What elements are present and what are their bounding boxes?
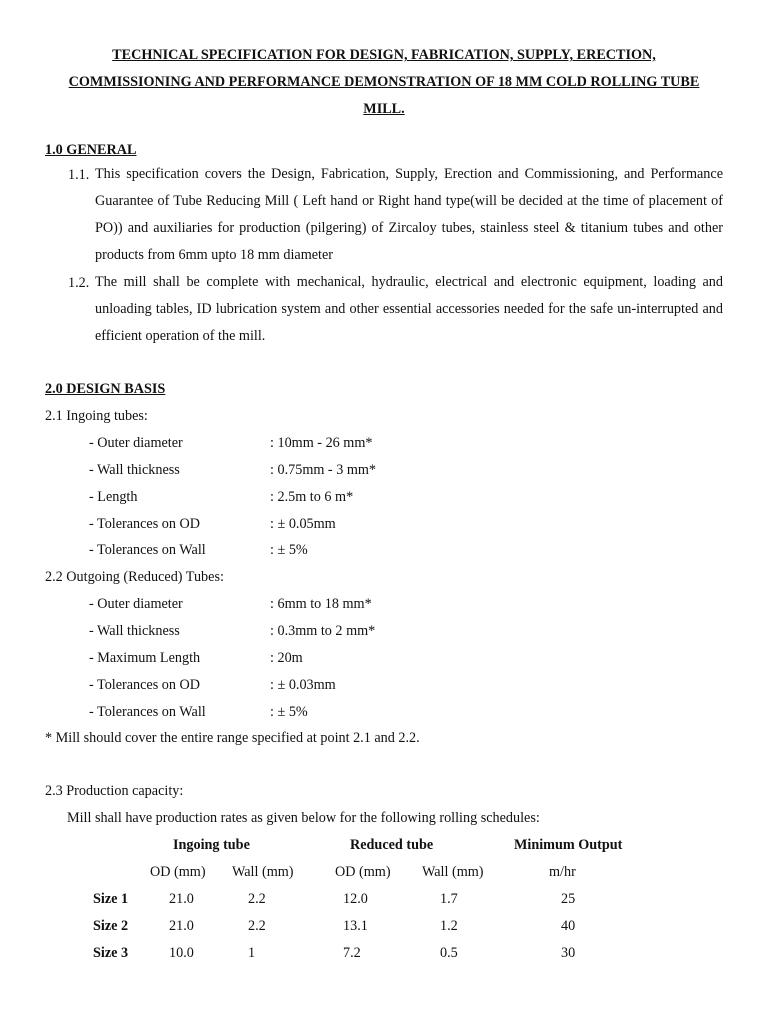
outgoing-spec-value: : 20m <box>270 650 303 666</box>
table-cell: 12.0 <box>343 891 368 907</box>
table-cell: 7.2 <box>343 945 361 961</box>
outgoing-spec-value: : 0.3mm to 2 mm* <box>270 623 376 639</box>
item-1-1-number: 1.1. <box>68 167 90 183</box>
outgoing-spec-value: : ± 5% <box>270 704 308 720</box>
production-intro: Mill shall have production rates as given below for the following rolling schedules: <box>67 810 540 826</box>
outgoing-spec-key: - Outer diameter <box>89 596 183 612</box>
ingoing-spec-value: : ± 5% <box>270 542 308 558</box>
table-cell: 30 <box>561 945 576 961</box>
range-note: * Mill should cover the entire range specified at point 2.1 and 2.2. <box>45 730 420 746</box>
section-general-heading: 1.0 GENERAL <box>45 142 137 158</box>
ingoing-spec-key: - Tolerances on Wall <box>89 542 206 558</box>
ingoing-spec-value: : 2.5m to 6 m* <box>270 489 354 505</box>
table-cell: 2.2 <box>248 918 266 934</box>
col-group-output: Minimum Output <box>514 837 623 853</box>
row-size-label: Size 3 <box>93 945 129 961</box>
table-cell: 1.2 <box>440 918 458 934</box>
table-cell: 40 <box>561 918 576 934</box>
table-cell: 25 <box>561 891 576 907</box>
table-cell: 10.0 <box>169 945 194 961</box>
col-header: OD (mm) <box>335 864 391 880</box>
outgoing-tubes-label: 2.2 Outgoing (Reduced) Tubes: <box>45 569 224 585</box>
outgoing-spec-key: - Tolerances on OD <box>89 677 201 693</box>
ingoing-spec-value: : ± 0.05mm <box>270 516 336 532</box>
col-header: OD (mm) <box>150 864 206 880</box>
ingoing-spec-value: : 10mm - 26 mm* <box>270 435 373 451</box>
item-1-2-text: The mill shall be complete with mechanical, hydraulic, electrical and electronic equipment, loading and unloading tables, ID lubrication system and other essential accessories needed for the safe un-interrupted and efficient operation of the mill. <box>95 274 723 344</box>
outgoing-spec-key: - Wall thickness <box>89 623 180 639</box>
table-cell: 0.5 <box>440 945 458 961</box>
table-cell: 2.2 <box>248 891 266 907</box>
ingoing-spec-value: : 0.75mm - 3 mm* <box>270 462 377 478</box>
outgoing-spec-key: - Tolerances on Wall <box>89 704 206 720</box>
outgoing-spec-value: : ± 0.03mm <box>270 677 336 693</box>
production-capacity-label: 2.3 Production capacity: <box>45 783 184 799</box>
col-group-reduced: Reduced tube <box>350 837 434 853</box>
outgoing-spec-value: : 6mm to 18 mm* <box>270 596 372 612</box>
table-cell: 21.0 <box>169 891 194 907</box>
row-size-label: Size 2 <box>93 918 129 934</box>
item-1-1-text: This specification covers the Design, Fabrication, Supply, Erection and Commissioning, and Performance Guarantee of Tube Reducing Mill ( Left hand or Right hand type(will be decided at the time of placement of PO)) and auxiliaries for production (pilgering) of Zircaloy tubes, stainless steel & titanium tubes and other products from 6mm upto 18 mm diameter <box>95 166 723 263</box>
ingoing-spec-key: - Wall thickness <box>89 462 180 478</box>
doc-title-line-1: TECHNICAL SPECIFICATION FOR DESIGN, FABRICATION, SUPPLY, ERECTION, <box>112 47 656 63</box>
section-design-basis-heading: 2.0 DESIGN BASIS <box>45 381 166 397</box>
col-header: Wall (mm) <box>232 864 294 880</box>
outgoing-spec-key: - Maximum Length <box>89 650 201 666</box>
row-size-label: Size 1 <box>93 891 129 907</box>
doc-title-line-2: COMMISSIONING AND PERFORMANCE DEMONSTRATION OF 18 MM COLD ROLLING TUBE <box>68 74 700 90</box>
col-header: m/hr <box>549 864 576 880</box>
ingoing-spec-key: - Length <box>89 489 138 505</box>
item-1-2-number: 1.2. <box>68 275 90 291</box>
table-cell: 21.0 <box>169 918 194 934</box>
table-cell: 1 <box>248 945 256 961</box>
ingoing-spec-key: - Tolerances on OD <box>89 516 201 532</box>
doc-title-line-3: MILL. <box>363 101 405 117</box>
table-cell: 13.1 <box>343 918 368 934</box>
ingoing-spec-key: - Outer diameter <box>89 435 183 451</box>
table-cell: 1.7 <box>440 891 458 907</box>
col-header: Wall (mm) <box>422 864 484 880</box>
ingoing-tubes-label: 2.1 Ingoing tubes: <box>45 408 148 424</box>
col-group-ingoing: Ingoing tube <box>173 837 250 853</box>
